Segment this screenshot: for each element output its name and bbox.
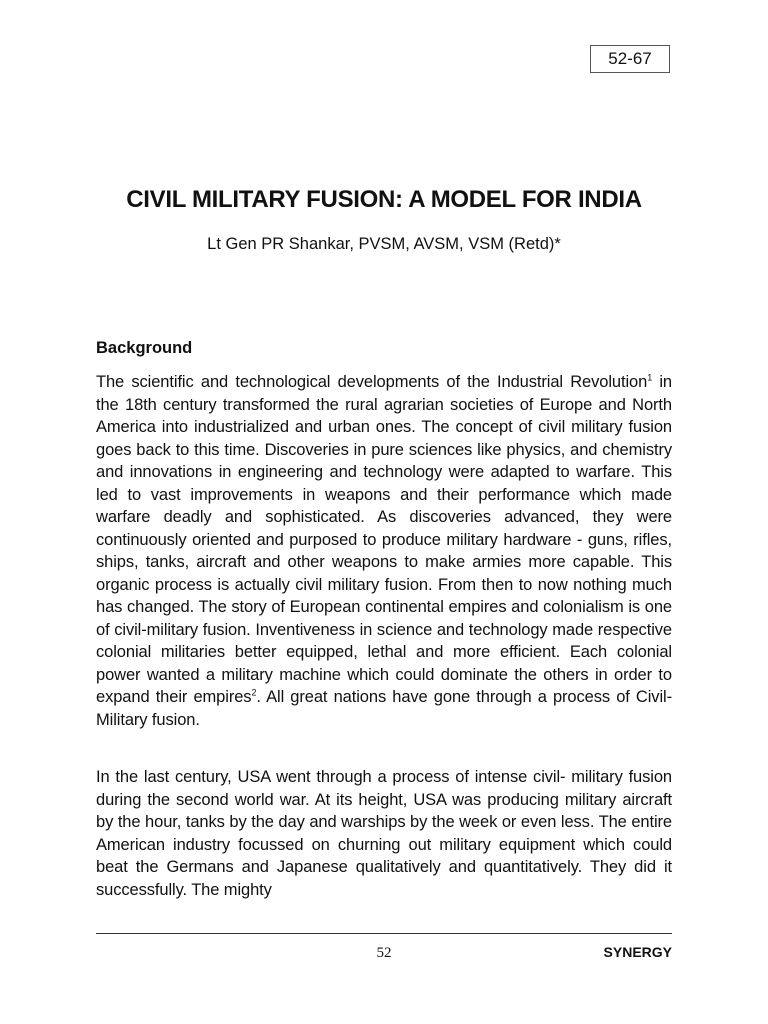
page-range-box bbox=[590, 45, 670, 73]
para1-text-a: The scientific and technological developments of the Industrial Revolution bbox=[96, 373, 648, 391]
page-range: 52-67 bbox=[608, 49, 652, 68]
body-paragraph-2: In the last century, USA went through a process of intense civil- military fusion during the second world war. At its height, USA was producing military aircraft by the hour, tanks by the day and warships by the week or even less. The entire American industry focussed on churning out military equipment which could beat the Germans and Japanese qualitatively and quantitatively. They did it successfully. The mighty bbox=[96, 768, 672, 899]
footer-journal-name: SYNERGY bbox=[603, 944, 672, 960]
body-paragraph-1 bbox=[96, 371, 672, 731]
footer-divider bbox=[96, 933, 672, 934]
footnote-ref-1[interactable]: 1 bbox=[647, 372, 653, 383]
footnote-ref-2[interactable]: 2 bbox=[251, 687, 257, 698]
para1-text-b: in the 18th century transformed the rural agrarian societies of Europe and North America into industrialized and urban ones. The concept of civil military fusion goes back to this time. Discoveries in pure sciences like physics, and chemistry and innovations in engineering and technology were adapted to warfare. This led to vast improvements in weapons and their performance which made warfare deadly and sophisticated. As discoveries advanced, they were continuously oriented and purposed to produce military hardware - guns, rifles, ships, tanks, aircraft and other weapons to make armies more capable. This organic process is actually civil military fusion. From then to now nothing much has changed. The story of European continental empires and colonialism is one of civil-military fusion. Inventiveness in science and technology made respective colonial militaries better equipped, lethal and more efficient. Each colonial power wanted a military machine which could dominate the others in order to expand their empires bbox=[96, 373, 672, 706]
section-heading: Background bbox=[96, 339, 193, 357]
article-author: Lt Gen PR Shankar, PVSM, AVSM, VSM (Retd)* bbox=[207, 235, 561, 253]
para1-text-c: . All great nations have gone through a process of Civil- Military fusion. bbox=[96, 688, 672, 729]
article-title: CIVIL MILITARY FUSION: A MODEL FOR INDIA bbox=[126, 186, 642, 213]
footer-page-number: 52 bbox=[376, 945, 392, 961]
